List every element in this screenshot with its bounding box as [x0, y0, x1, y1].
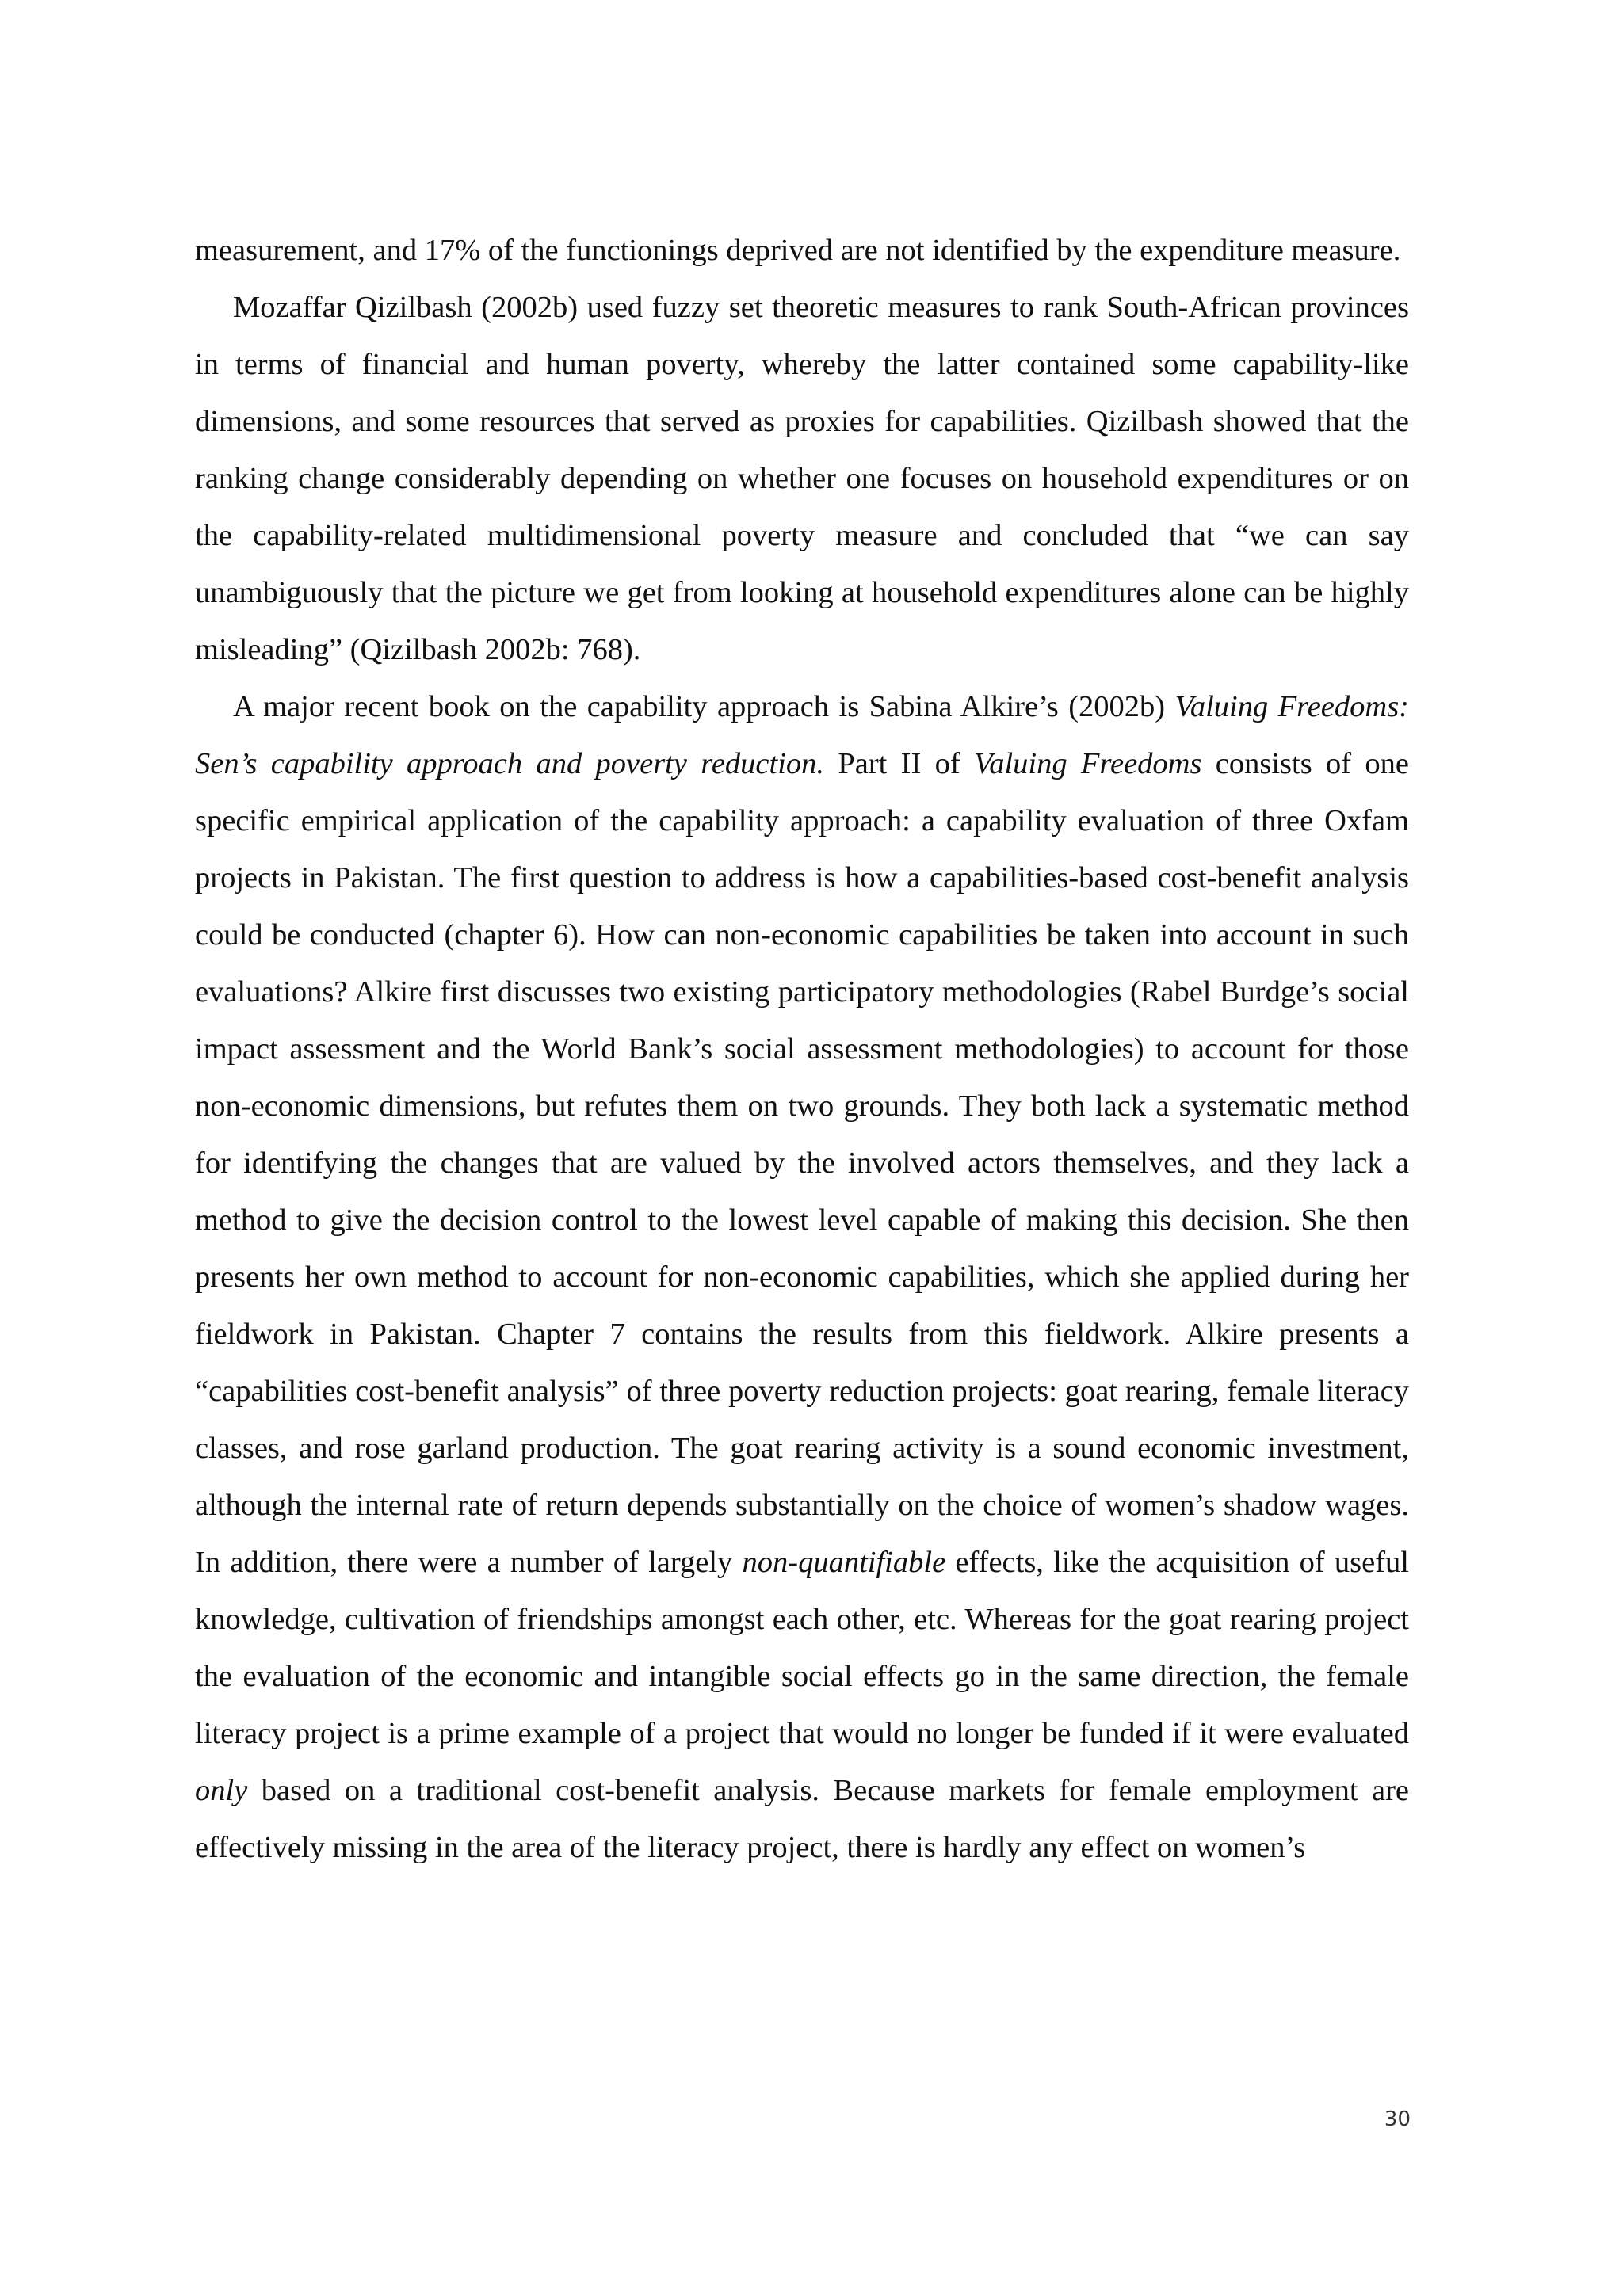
paragraph-3-segment-7: effects, like the acquisition of useful knowledge, cultivation of friendships amongst each other, etc. Whereas for the goat rearing project the evaluation of the economic and intangible social effects go in the same direction, the female literacy project is a prime example of a project that would no longer be funded if it were evaluated	[195, 1546, 1410, 1750]
paragraph-3-emphasis-only: only	[195, 1774, 248, 1807]
paragraph-3-book-title: Valuing Freedoms: Sen’s capability approach and poverty reduction.	[195, 690, 1410, 780]
paragraph-3	[195, 678, 1409, 1876]
paragraph-1	[195, 222, 1409, 279]
paragraph-2	[195, 279, 1409, 678]
paragraph-3-segment-5: consists of one specific empirical application of the capability approach: a capability evaluation of three Oxfam projects in Pakistan. The first question to address is how a capabilities-based cost-benefit analysis could be conducted (chapter 6). How can non-economic capabilities be taken into account in such evaluations? Alkire first discusses two existing participatory methodologies (Rabel Burdge’s social impact assessment and the World Bank’s social assessment methodologies) to account for those non-economic dimensions, but refutes them on two grounds. They both lack a systematic method for identifying the changes that are valued by the involved actors themselves, and they lack a method to give the decision control to the lowest level capable of making this decision. She then presents her own method to account for non-economic capabilities, which she applied during her fieldwork in Pakistan. Chapter 7 contains the results from this fieldwork. Alkire presents a “capabilities cost-benefit analysis” of three poverty reduction projects: goat rearing, female literacy classes, and rose garland production. The goat rearing activity is a sound economic investment, although the internal rate of return depends substantially on the choice of women’s shadow wages. In addition, there were a number of largely	[195, 747, 1409, 1579]
body-text	[195, 222, 1409, 1876]
paragraph-3-segment-9: based on a traditional cost-benefit analysis. Because markets for female employment are effectively missing in the area of the literacy project, there is hardly any effect on women’s	[195, 1774, 1409, 1864]
paragraph-2-text: Mozaffar Qizilbash (2002b) used fuzzy set theoretic measures to rank South-African provinces in terms of financial and human poverty, whereby the latter contained some capability-like dimensions, and some resources that served as proxies for capabilities. Qizilbash showed that the ranking change considerably depending on whether one focuses on household expenditures or on the capability-related multidimensional poverty measure and concluded that “we can say unambiguously that the picture we get from looking at household expenditures alone can be highly misleading” (Qizilbash 2002b: 768).	[195, 291, 1409, 666]
page-number: 30	[1384, 2107, 1411, 2131]
paragraph-3-emphasis-non-quantifiable: non-quantifiable	[742, 1546, 946, 1579]
paragraph-3-segment-1: A major recent book on the capability approach is Sabina Alkire’s (2002b)	[233, 690, 1175, 723]
paragraph-3-book-title-short: Valuing Freedoms	[973, 747, 1202, 780]
paragraph-3-segment-3: Part II of	[824, 747, 974, 780]
paragraph-1-text: measurement, and 17% of the functionings deprived are not identified by the expenditure measure.	[195, 234, 1401, 267]
